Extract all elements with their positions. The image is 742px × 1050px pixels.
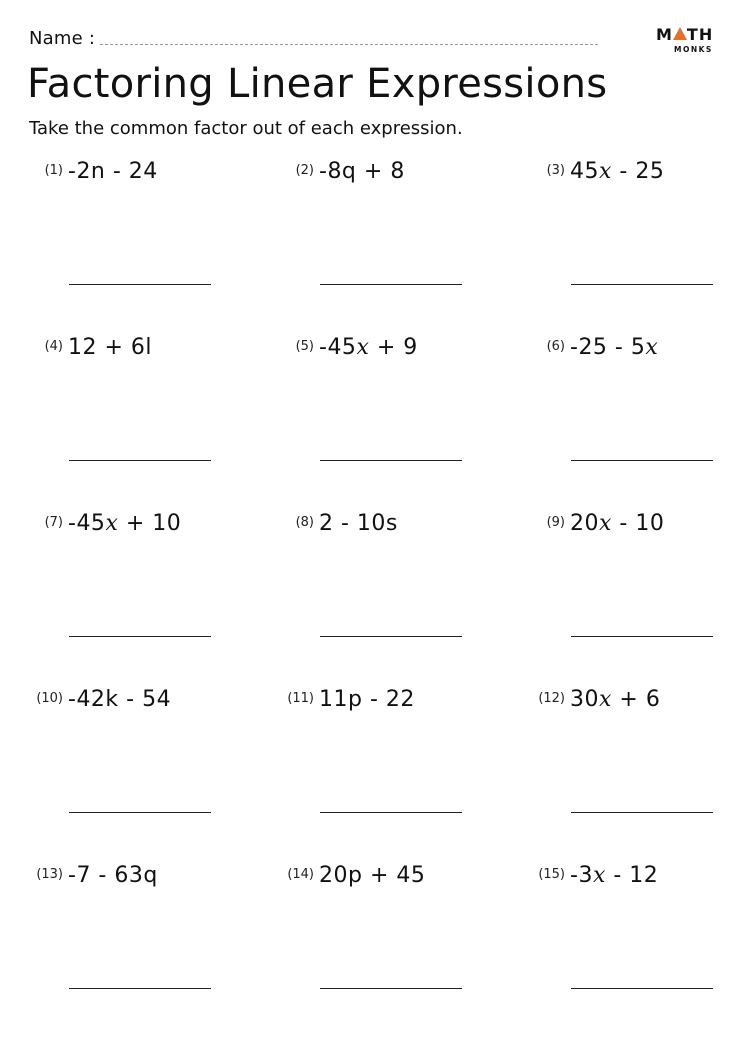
problem-expression (570, 864, 658, 888)
logo-letter-m: M (656, 25, 673, 44)
problem-number: (5) (295, 339, 314, 354)
problem-expression (68, 336, 152, 360)
problem-expression (570, 512, 664, 536)
expression-part: 12 + 6l (68, 335, 153, 360)
problem-item (531, 864, 742, 1014)
expression-part: + 9 (369, 335, 418, 360)
problem-number: (10) (36, 691, 63, 706)
problem-number: (12) (538, 691, 565, 706)
logo-subtitle: MONKS (674, 45, 713, 54)
expression-part: + 10 (118, 511, 182, 536)
expression-variable: x (599, 159, 612, 184)
answer-line[interactable] (320, 988, 462, 989)
problem-expression (319, 512, 398, 536)
problem-expression (319, 160, 405, 184)
problem-item (531, 688, 742, 838)
answer-line[interactable] (571, 284, 713, 285)
expression-part: 11p - 22 (319, 687, 415, 712)
problem-item (280, 336, 500, 486)
expression-part: -2n - 24 (68, 159, 158, 184)
expression-part: -45 (319, 335, 357, 360)
answer-line[interactable] (571, 812, 713, 813)
expression-part: 20 (570, 511, 599, 536)
expression-variable: x (599, 687, 612, 712)
problem-number: (8) (295, 515, 314, 530)
problem-expression (68, 864, 158, 888)
expression-part: + 6 (611, 687, 661, 712)
expression-part: -45 (68, 511, 106, 536)
problem-number: (1) (44, 163, 63, 178)
problem-item (29, 160, 249, 310)
name-label: Name : (29, 27, 96, 49)
expression-variable: x (645, 335, 659, 360)
answer-line[interactable] (320, 812, 462, 813)
logo-letters-th: TH (686, 25, 714, 44)
problem-number: (11) (287, 691, 314, 706)
problem-number: (14) (287, 867, 314, 882)
problem-expression (570, 688, 660, 712)
problem-item (531, 160, 742, 310)
expression-variable: x (105, 511, 119, 536)
problem-expression (570, 336, 658, 360)
expression-variable: x (599, 511, 612, 536)
answer-line[interactable] (571, 636, 713, 637)
problem-number: (6) (546, 339, 565, 354)
answer-line[interactable] (320, 460, 462, 461)
problem-item (280, 160, 500, 310)
problem-expression (319, 336, 418, 360)
problem-expression (319, 864, 425, 888)
problem-item (29, 864, 249, 1014)
problem-expression (570, 160, 664, 184)
expression-part: -8q + 8 (319, 159, 405, 184)
problem-item (280, 688, 500, 838)
answer-line[interactable] (320, 284, 462, 285)
expression-part: -7 - 63q (68, 863, 158, 888)
answer-line[interactable] (69, 284, 211, 285)
expression-part: - 10 (611, 511, 665, 536)
expression-part: 2 - 10s (319, 511, 398, 536)
page-title: Factoring Linear Expressions (27, 61, 608, 107)
problem-number: (2) (295, 163, 314, 178)
problem-number: (15) (538, 867, 565, 882)
problem-number: (3) (546, 163, 565, 178)
expression-variable: x (356, 335, 370, 360)
expression-part: -42k - 54 (68, 687, 172, 712)
logo-wordmark (656, 26, 713, 44)
answer-line[interactable] (69, 636, 211, 637)
problem-number: (7) (44, 515, 63, 530)
math-monks-logo (654, 26, 718, 58)
answer-line[interactable] (571, 460, 713, 461)
expression-part: -3 (570, 863, 593, 888)
problem-number: (9) (546, 515, 565, 530)
problem-item (531, 336, 742, 486)
expression-part: 45 (570, 159, 599, 184)
problem-item (29, 512, 249, 662)
expression-variable: x (592, 863, 606, 888)
expression-part: - 12 (605, 863, 659, 888)
problem-number: (13) (36, 867, 63, 882)
answer-line[interactable] (69, 988, 211, 989)
answer-line[interactable] (571, 988, 713, 989)
problem-item (29, 336, 249, 486)
problem-item (531, 512, 742, 662)
instructions: Take the common factor out of each expression. (29, 118, 463, 139)
expression-part: 30 (570, 687, 599, 712)
problem-item (29, 688, 249, 838)
problem-expression (68, 512, 181, 536)
name-field-line[interactable] (100, 44, 598, 45)
answer-line[interactable] (69, 812, 211, 813)
problem-item (280, 864, 500, 1014)
expression-part: -25 - 5 (570, 335, 646, 360)
expression-part: 20p + 45 (319, 863, 426, 888)
name-row (29, 26, 95, 50)
answer-line[interactable] (320, 636, 462, 637)
problem-expression (319, 688, 415, 712)
problem-expression (68, 688, 171, 712)
answer-line[interactable] (69, 460, 211, 461)
logo-triangle-icon (673, 27, 687, 40)
problem-item (280, 512, 500, 662)
problem-expression (68, 160, 158, 184)
problem-number: (4) (44, 339, 63, 354)
expression-part: - 25 (611, 159, 665, 184)
